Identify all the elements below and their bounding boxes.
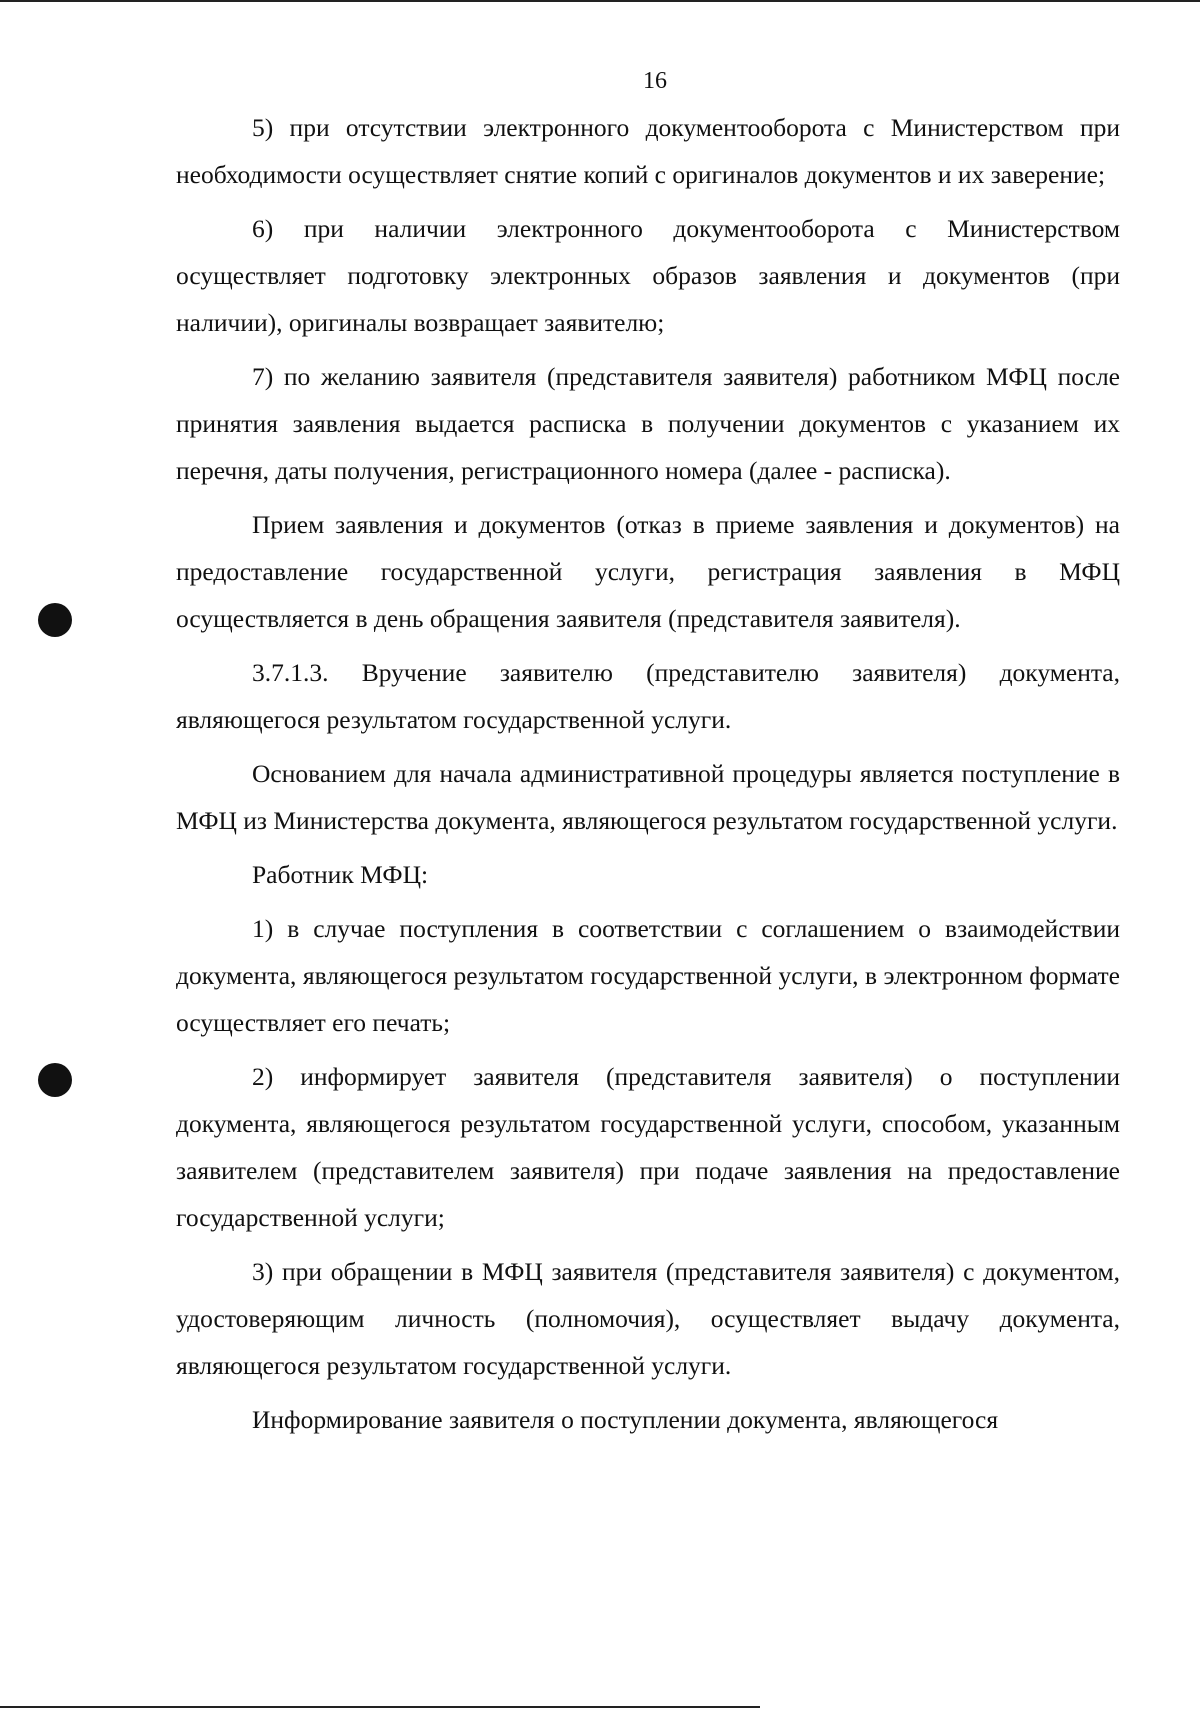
top-edge-line (0, 0, 1200, 2)
paragraph-item-6: 6) при наличии электронного документооборота с Министерством осуществляет подготовку электронных образов заявления и документов (при наличии), оригиналы возвращает заявителю; (176, 214, 1120, 337)
bottom-edge-line (0, 1706, 760, 1708)
paragraph-reception: Прием заявления и документов (отказ в приеме заявления и документов) на предоставление государственной услуги, регистрация заявления в МФЦ осуществляется в день обращения заявителя (представителя заявителя). (176, 510, 1120, 633)
paragraph-item-5: 5) при отсутствии электронного документооборота с Министерством при необходимости осуществляет снятие копий с оригиналов документов и их заверение; (176, 113, 1120, 189)
paragraph-duty-2: 2) информирует заявителя (представителя заявителя) о поступлении документа, являющегося результатом государственной услуги, способом, указанным заявителем (представителем заявителя) при подаче заявления на предоставление государственной услуги; (176, 1062, 1120, 1232)
page-number: 16 (643, 68, 667, 94)
paragraph-mfc-worker: Работник МФЦ: (252, 860, 429, 889)
paragraph-basis: Основанием для начала административной процедуры является поступление в МФЦ из Министерства документа, являющегося результатом государственной услуги. (176, 759, 1120, 835)
hole-punch-mark (38, 1063, 72, 1097)
paragraph-duty-3: 3) при обращении в МФЦ заявителя (представителя заявителя) с документом, удостоверяющим личность (полномочия), осуществляет выдачу документа, являющегося результатом государственной услуги. (176, 1257, 1120, 1380)
paragraph-item-7: 7) по желанию заявителя (представителя заявителя) работником МФЦ после принятия заявления выдается расписка в получении документов с указанием их перечня, даты получения, регистрационного номера (далее - расписка). (176, 362, 1120, 485)
section-heading-3-7-1-3: 3.7.1.3. Вручение заявителю (представителю заявителя) документа, являющегося результатом государственной услуги. (176, 658, 1120, 734)
paragraph-informing: Информирование заявителя о поступлении документа, являющегося (252, 1405, 999, 1434)
paragraph-duty-1: 1) в случае поступления в соответствии с соглашением о взаимодействии документа, являющегося результатом государственной услуги, в электронном формате осуществляет его печать; (176, 914, 1120, 1037)
document-body (176, 104, 1120, 1443)
hole-punch-mark (38, 603, 72, 637)
